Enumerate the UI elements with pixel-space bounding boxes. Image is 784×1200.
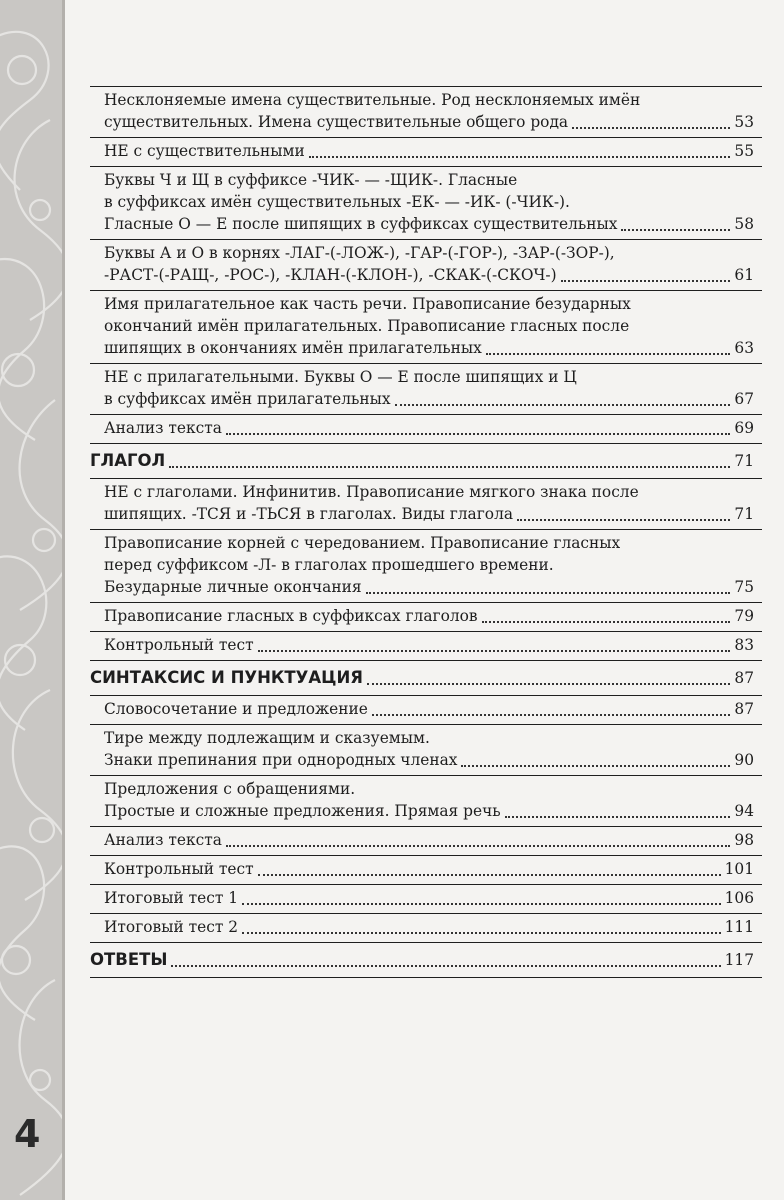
toc-page-number: 67 bbox=[734, 390, 754, 408]
toc-page-number: 53 bbox=[734, 113, 754, 131]
dot-leader bbox=[258, 650, 731, 652]
toc-entry-title: Простые и сложные предложения. Прямая речь bbox=[104, 802, 501, 820]
toc-entry[interactable] bbox=[90, 826, 762, 855]
toc-entry[interactable] bbox=[90, 724, 762, 775]
toc-entry-last-line bbox=[104, 576, 754, 598]
toc-entry-title: Контрольный тест bbox=[104, 636, 254, 654]
toc-entry-title: -РАСТ-(-РАЩ-, -РОС-), -КЛАН-(-КЛОН-), -СКАК-(-СКОЧ-) bbox=[104, 266, 557, 284]
toc-entry[interactable] bbox=[90, 631, 762, 660]
dot-leader bbox=[169, 466, 730, 468]
toc-entry-line: окончаний имён прилагательных. Правописание гласных после bbox=[104, 317, 630, 335]
toc-entry-last-line bbox=[104, 337, 754, 359]
toc-entry-title: Итоговый тест 2 bbox=[104, 918, 239, 936]
toc-entry[interactable] bbox=[90, 239, 762, 290]
toc-page-number: 111 bbox=[724, 918, 754, 936]
toc-entry[interactable] bbox=[90, 913, 762, 942]
toc-page-number: 69 bbox=[734, 419, 754, 437]
toc-section-heading[interactable] bbox=[90, 942, 762, 978]
dot-leader bbox=[366, 592, 731, 594]
toc-entry-last-line bbox=[104, 111, 754, 133]
toc-entry-line: Тире между подлежащим и сказуемым. bbox=[104, 729, 430, 747]
toc-page-number: 71 bbox=[734, 452, 754, 470]
toc-entry-title: Знаки препинания при однородных членах bbox=[104, 751, 458, 769]
toc-page-number: 63 bbox=[734, 339, 754, 357]
toc-entry-title: Анализ текста bbox=[104, 831, 222, 849]
toc-entry-line: перед суффиксом -Л- в глаголах прошедшего времени. bbox=[104, 556, 554, 574]
toc-entry-last-line bbox=[104, 417, 754, 439]
toc-entry[interactable] bbox=[90, 414, 762, 443]
toc-entry-last-line bbox=[104, 634, 754, 656]
dot-leader bbox=[171, 965, 720, 967]
toc-page-number: 98 bbox=[734, 831, 754, 849]
dot-leader bbox=[517, 519, 730, 521]
toc-entry-last-line bbox=[104, 800, 754, 822]
toc-entry-last-line bbox=[104, 887, 754, 909]
toc-entry-line: НЕ с глаголами. Инфинитив. Правописание мягкого знака после bbox=[104, 483, 639, 501]
toc-entry-title: в суффиксах имён прилагательных bbox=[104, 390, 391, 408]
dot-leader bbox=[372, 714, 731, 716]
dot-leader bbox=[395, 404, 731, 406]
toc-entry[interactable] bbox=[90, 137, 762, 166]
table-of-contents bbox=[90, 86, 762, 978]
toc-entry-title: Анализ текста bbox=[104, 419, 222, 437]
toc-entry-line: Буквы Ч и Щ в суффиксе -ЧИК- — -ЩИК-. Гласные bbox=[104, 171, 518, 189]
dot-leader bbox=[367, 683, 730, 685]
toc-section-heading[interactable] bbox=[90, 660, 762, 695]
toc-section-heading[interactable] bbox=[90, 443, 762, 478]
toc-entry-last-line bbox=[104, 698, 754, 720]
toc-entry-line: Имя прилагательное как часть речи. Правописание безударных bbox=[104, 295, 631, 313]
toc-entry-line: Буквы А и О в корнях -ЛАГ-(-ЛОЖ-), -ГАР-(-ГОР-), -ЗАР-(-ЗОР-), bbox=[104, 244, 615, 262]
toc-entry-title: НЕ с существительными bbox=[104, 142, 305, 160]
toc-entry[interactable] bbox=[90, 87, 762, 137]
dot-leader bbox=[242, 932, 721, 934]
toc-page-number: 58 bbox=[734, 215, 754, 233]
toc-page-number: 79 bbox=[734, 607, 754, 625]
toc-page-number: 55 bbox=[734, 142, 754, 160]
toc-entry-title: шипящих. -ТСЯ и -ТЬСЯ в глаголах. Виды глагола bbox=[104, 505, 514, 523]
toc-entry-line: в суффиксах имён существительных -ЕК- — -ИК- (-ЧИК-). bbox=[104, 193, 570, 211]
toc-entry-line: НЕ с прилагательными. Буквы О — Е после шипящих и Ц bbox=[104, 368, 577, 386]
dot-leader bbox=[482, 621, 731, 623]
toc-entry-title: Гласные О — Е после шипящих в суффиксах существительных bbox=[104, 215, 618, 233]
toc-entry[interactable] bbox=[90, 855, 762, 884]
dot-leader bbox=[572, 127, 730, 129]
dot-leader bbox=[258, 874, 721, 876]
toc-entry-last-line bbox=[104, 388, 754, 410]
toc-entry-last-line bbox=[90, 949, 754, 971]
toc-entry-line: Несклоняемые имена существительные. Род несклоняемых имён bbox=[104, 91, 641, 109]
toc-entry-line: Правописание корней с чередованием. Правописание гласных bbox=[104, 534, 621, 552]
toc-entry-title: Безударные личные окончания bbox=[104, 578, 362, 596]
toc-entry-title: СИНТАКСИС И ПУНКТУАЦИЯ bbox=[90, 668, 363, 687]
toc-entry-last-line bbox=[104, 213, 754, 235]
toc-entry[interactable] bbox=[90, 695, 762, 724]
toc-entry-last-line bbox=[104, 503, 754, 525]
toc-entry-title: Контрольный тест bbox=[104, 860, 254, 878]
toc-entry-last-line bbox=[104, 858, 754, 880]
toc-page-number: 61 bbox=[734, 266, 754, 284]
toc-page-number: 101 bbox=[724, 860, 754, 878]
toc-entry[interactable] bbox=[90, 166, 762, 239]
toc-entry-last-line bbox=[104, 140, 754, 162]
decorative-margin bbox=[0, 0, 65, 1200]
dot-leader bbox=[226, 433, 730, 435]
toc-entry-title: Словосочетание и предложение bbox=[104, 700, 368, 718]
toc-page-number: 90 bbox=[734, 751, 754, 769]
toc-page-number: 87 bbox=[734, 669, 754, 687]
dot-leader bbox=[461, 765, 730, 767]
page-number: 4 bbox=[14, 1112, 41, 1156]
toc-entry-title: ГЛАГОЛ bbox=[90, 451, 166, 470]
dot-leader bbox=[621, 229, 730, 231]
toc-page-number: 75 bbox=[734, 578, 754, 596]
toc-page-number: 87 bbox=[734, 700, 754, 718]
toc-entry-last-line bbox=[104, 264, 754, 286]
toc-entry[interactable] bbox=[90, 363, 762, 414]
dot-leader bbox=[242, 903, 721, 905]
toc-entry-last-line bbox=[90, 667, 754, 689]
toc-entry-title: существительных. Имена существительные общего рода bbox=[104, 113, 569, 131]
dot-leader bbox=[561, 280, 731, 282]
toc-page-number: 71 bbox=[734, 505, 754, 523]
toc-entry-last-line bbox=[90, 450, 754, 472]
toc-entry-title: шипящих в окончаниях имён прилагательных bbox=[104, 339, 482, 357]
toc-page-number: 83 bbox=[734, 636, 754, 654]
dot-leader bbox=[226, 845, 730, 847]
dot-leader bbox=[505, 816, 731, 818]
toc-entry-title: Итоговый тест 1 bbox=[104, 889, 239, 907]
toc-entry-last-line bbox=[104, 829, 754, 851]
dot-leader bbox=[309, 156, 731, 158]
toc-entry[interactable] bbox=[90, 602, 762, 631]
toc-entry-last-line bbox=[104, 605, 754, 627]
toc-entry[interactable] bbox=[90, 529, 762, 602]
toc-entry-title: Правописание гласных в суффиксах глаголов bbox=[104, 607, 478, 625]
toc-entry[interactable] bbox=[90, 478, 762, 529]
toc-entry-last-line bbox=[104, 749, 754, 771]
swirl-pattern-icon bbox=[0, 0, 62, 1200]
toc-entry[interactable] bbox=[90, 290, 762, 363]
toc-page-number: 117 bbox=[724, 951, 754, 969]
toc-entry[interactable] bbox=[90, 775, 762, 826]
toc-page-number: 94 bbox=[734, 802, 754, 820]
toc-page-number: 106 bbox=[724, 889, 754, 907]
toc-entry[interactable] bbox=[90, 884, 762, 913]
toc-entry-last-line bbox=[104, 916, 754, 938]
toc-entry-title: ОТВЕТЫ bbox=[90, 950, 168, 969]
toc-entry-line: Предложения с обращениями. bbox=[104, 780, 356, 798]
dot-leader bbox=[486, 353, 731, 355]
